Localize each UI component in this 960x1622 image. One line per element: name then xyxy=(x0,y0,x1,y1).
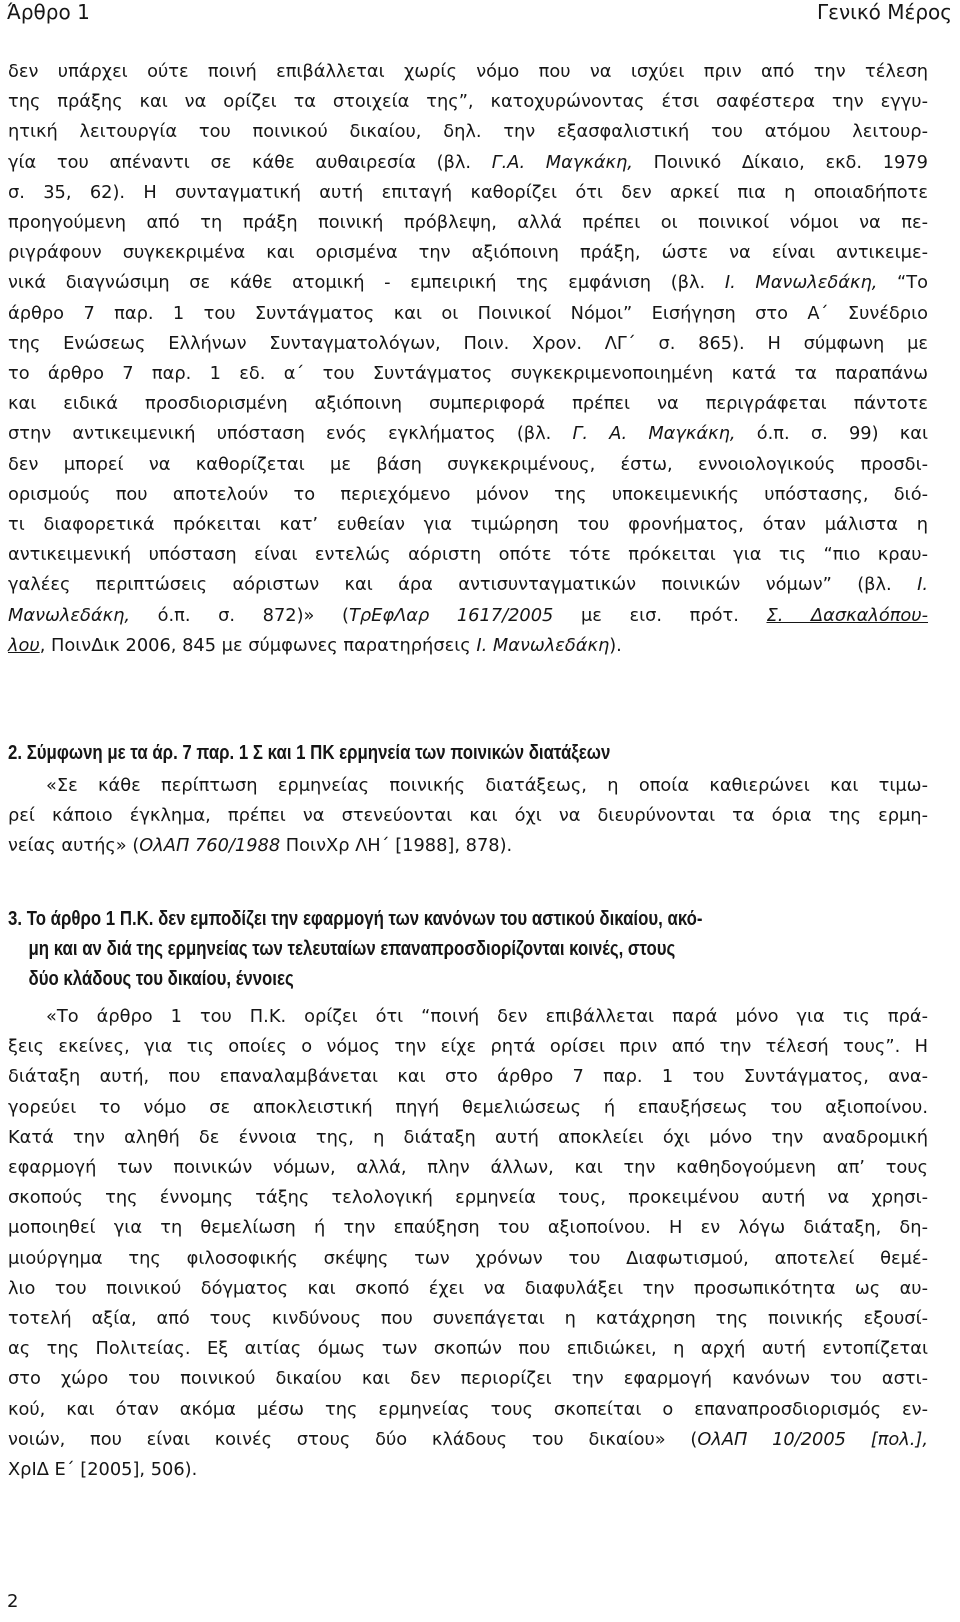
text-line: στην αντικειμενική υπόσταση ενός εγκλήματος (βλ. Γ. Α. Μαγκάκη, ό.π. σ. 99) και xyxy=(8,423,928,445)
text-line: νικά διαγνώσιμη σε κάθε ατομική - εμπειρική της εμφάνιση (βλ. Ι. Μανωλεδάκη, “Το xyxy=(8,272,928,294)
text-line: σ. 35, 62). Η συνταγματική αυτή επιταγή καθορίζει ότι δεν αρκεί πια η οποιαδήποτε xyxy=(8,181,928,203)
text-line: προηγούμενη από τη πράξη ποινική πρόβλεψη, αλλά πρέπει οι ποινικοί νόμοι να πε- xyxy=(8,212,928,234)
text-line: ξεις εκείνες, για τις οποίες ο νόμος την είχε ρητά ορίσει πριν από την τέλεσή τους”. Η xyxy=(8,1036,928,1058)
paragraph-2 xyxy=(8,771,928,862)
text-line: και ειδικά προσδιορισμένη αξιόποινη συμπεριφορά πρέπει να περιγράφεται πάντοτε xyxy=(8,393,928,415)
citation-author: Γ.Α. Μαγκάκη, xyxy=(491,151,633,173)
heading-line: δύο κλάδους του δικαίου, έννοιες xyxy=(28,967,294,990)
section-heading-2: 2. Σύμφωνη με τα άρ. 7 παρ. 1 Σ και 1 ΠΚ ερμηνεία των ποινικών διατάξεων xyxy=(8,741,611,764)
text-line: το άρθρο 7 παρ. 1 εδ. α΄ του Συντάγματος συγκεκριμενοποιημένη κατά τα παραπάνω xyxy=(8,363,928,385)
text-line: γορεύει το νόμο σε αποκλειστική πηγή θεμελιώσεως ή επαυξήσεως του αξιοποίνου. xyxy=(8,1096,928,1118)
prosecutor-name: Σ. Δασκαλόπου- xyxy=(766,604,929,626)
text-line: μιούργημα της φιλοσοφικής σκέψης των χρόνων του Διαφωτισμού, αποτελεί θεμέ- xyxy=(8,1247,928,1269)
text-line: γία του απέναντι σε κάθε αυθαιρεσία (βλ. Γ.Α. Μαγκάκη, Ποινικό Δίκαιο, εκδ. 1979 xyxy=(8,151,928,173)
text-line: γαλέες περιπτώσεις αόριστων και άρα αντισυνταγματικών ποινικών νόμων” (βλ. Ι. xyxy=(8,574,928,596)
paragraph-3 xyxy=(8,1002,928,1485)
text-line: νείας αυτής» (ΟλΑΠ 760/1988 ΠοινΧρ ΛΗ΄ [1988], 878). xyxy=(8,835,513,857)
text-line: διάταξη αυτή, που επαναλαμβάνεται και στο άρθρο 7 παρ. 1 του Συντάγματος, ανα- xyxy=(8,1066,928,1088)
text-line: αντικειμενική υπόσταση είναι εντελώς αόριστη οπότε τότε πρόκειται για τις “πιο κραυ- xyxy=(8,544,928,566)
header-section-label: Γενικό Μέρος xyxy=(816,0,952,24)
section-heading-3 xyxy=(8,904,762,994)
text-line: στο χώρο του ποινικού δικαίου και δεν περιορίζει την εφαρμογή κανόνων του αστι- xyxy=(8,1368,928,1390)
court-decision-ref: ΟλΑΠ 10/2005 [πολ.], xyxy=(697,1428,929,1450)
citation-author: Ι. Μανωλεδάκη, xyxy=(724,272,878,294)
citation-author: Ι. xyxy=(917,574,928,596)
heading-line: 3. Το άρθρο 1 Π.Κ. δεν εμποδίζει την εφαρμογή των κανόνων του αστικού δικαίου, ακό- xyxy=(8,907,703,930)
court-decision-ref: ΤρΕφΛαρ 1617/2005 xyxy=(348,604,554,626)
text-line: δεν υπάρχει ούτε ποινή επιβάλλεται χωρίς νόμο που να ισχύει πριν από την τέλεση xyxy=(8,61,928,82)
text-line: ρεί κάποιο έγκλημα, πρέπει να στενεύονται και όχι να διευρύνονται τα όρια της ερμη- xyxy=(8,805,928,827)
text-line: άρθρο 7 παρ. 1 του Συντάγματος και οι Ποινικοί Νόμοι” Εισήγηση στο Α΄ Συνέδριο xyxy=(8,302,928,324)
text-line: ΧρΙΔ Ε΄ [2005], 506). xyxy=(8,1459,198,1481)
text-line: Κατά την αληθή δε έννοια της, η διάταξη αυτή αποκλείει όχι μόνο την αναδρομική xyxy=(8,1126,928,1148)
prosecutor-name: λου xyxy=(8,634,40,656)
text-line: μοποιηθεί για τη θεμελίωση ή την επαύξηση του αξιοποίνου. Η εν λόγω διάταξη, δη- xyxy=(8,1217,928,1239)
text-line: Μανωλεδάκη, ό.π. σ. 872)» (ΤρΕφΛαρ 1617/2005 με εισ. πρότ. Σ. Δασκαλόπου- xyxy=(8,604,929,626)
court-decision-ref: ΟλΑΠ 760/1988 xyxy=(139,835,281,857)
text-line: ητική λειτουργία του ποινικού δικαίου, δηλ. την εξασφαλιστική του ατόμου λειτουρ- xyxy=(8,121,928,143)
text-line: δεν μπορεί να καθορίζεται με βάση συγκεκριμένους, έστω, εννοιολογικούς προσδι- xyxy=(8,453,928,475)
text-line: λου, ΠοινΔικ 2006, 845 με σύμφωνες παρατηρήσεις Ι. Μανωλεδάκη). xyxy=(8,634,622,656)
text-line: λιο του ποινικού δόγματος και σκοπό έχει να διαφυλάξει την προσωπικότητα ως αυ- xyxy=(8,1277,928,1299)
text-line: νοιών, που είναι κοινές στους δύο κλάδους του δικαίου» (ΟλΑΠ 10/2005 [πολ.], xyxy=(8,1428,929,1450)
paragraph-1 xyxy=(8,57,928,661)
citation-author: Μανωλεδάκη, xyxy=(8,604,131,626)
text-line: ας της Πολιτείας. Εξ αιτίας όμως των σκοπών που επιδιώκει, η αρχή αυτή εντοπίζεται xyxy=(8,1338,928,1360)
text-line: ριγράφουν συγκεκριμένα και ορισμένα την αξιόποινη πράξη, ώστε να είναι αντικειμε- xyxy=(8,242,928,264)
running-header xyxy=(7,0,952,26)
page-number: 2 xyxy=(7,1591,19,1612)
citation-author: Ι. Μανωλεδάκη xyxy=(476,634,610,656)
text-line: τι διαφορετικά πρόκειται κατ’ ευθείαν για τιμώρηση του φρονήματος, όταν μάλιστα η xyxy=(8,514,928,536)
text-line: κού, και όταν ακόμα μέσω της ερμηνείας τους σκοπείται ο επαναπροσδιορισμός εν- xyxy=(8,1398,928,1420)
text-line: «Σε κάθε περίπτωση ερμηνείας ποινικής διατάξεως, η οποία καθιερώνει και τιμω- xyxy=(46,775,928,796)
text-line: ορισμούς που αποτελούν το περιεχόμενο μόνον της υποκειμενικής υπόστασης, διό- xyxy=(8,483,928,505)
header-article-label: Άρθρο 1 xyxy=(7,0,90,24)
heading-line: μη και αν διά της ερμηνείας των τελευταίων επαναπροσδιορίζονται κοινές, στους xyxy=(28,937,676,960)
text-line: της Ενώσεως Ελλήνων Συνταγματολόγων, Ποιν. Χρον. ΛΓ΄ σ. 865). Η σύμφωνη με xyxy=(8,332,928,354)
citation-author: Γ. Α. Μαγκάκη, xyxy=(572,423,736,445)
text-line: σκοπούς της έννομης τάξης τελολογική ερμηνεία τους, προκειμένου αυτή να χρησι- xyxy=(8,1187,928,1209)
text-line: της πράξης και να ορίζει τα στοιχεία της”, κατοχυρώνοντας έτσι σαφέστερα την εγγυ- xyxy=(8,91,928,113)
text-line: εφαρμογή των ποινικών νόμων, αλλά, πλην άλλων, και την καθηδογούμενη απ’ τους xyxy=(8,1157,928,1179)
text-line: «Το άρθρο 1 του Π.Κ. ορίζει ότι “ποινή δεν επιβάλλεται παρά μόνο για τις πρά- xyxy=(46,1006,928,1027)
text-line: τοτελή αξία, από τους κινδύνους που συνεπάγεται η κατάχρηση της ποινικής εξουσί- xyxy=(8,1308,928,1330)
